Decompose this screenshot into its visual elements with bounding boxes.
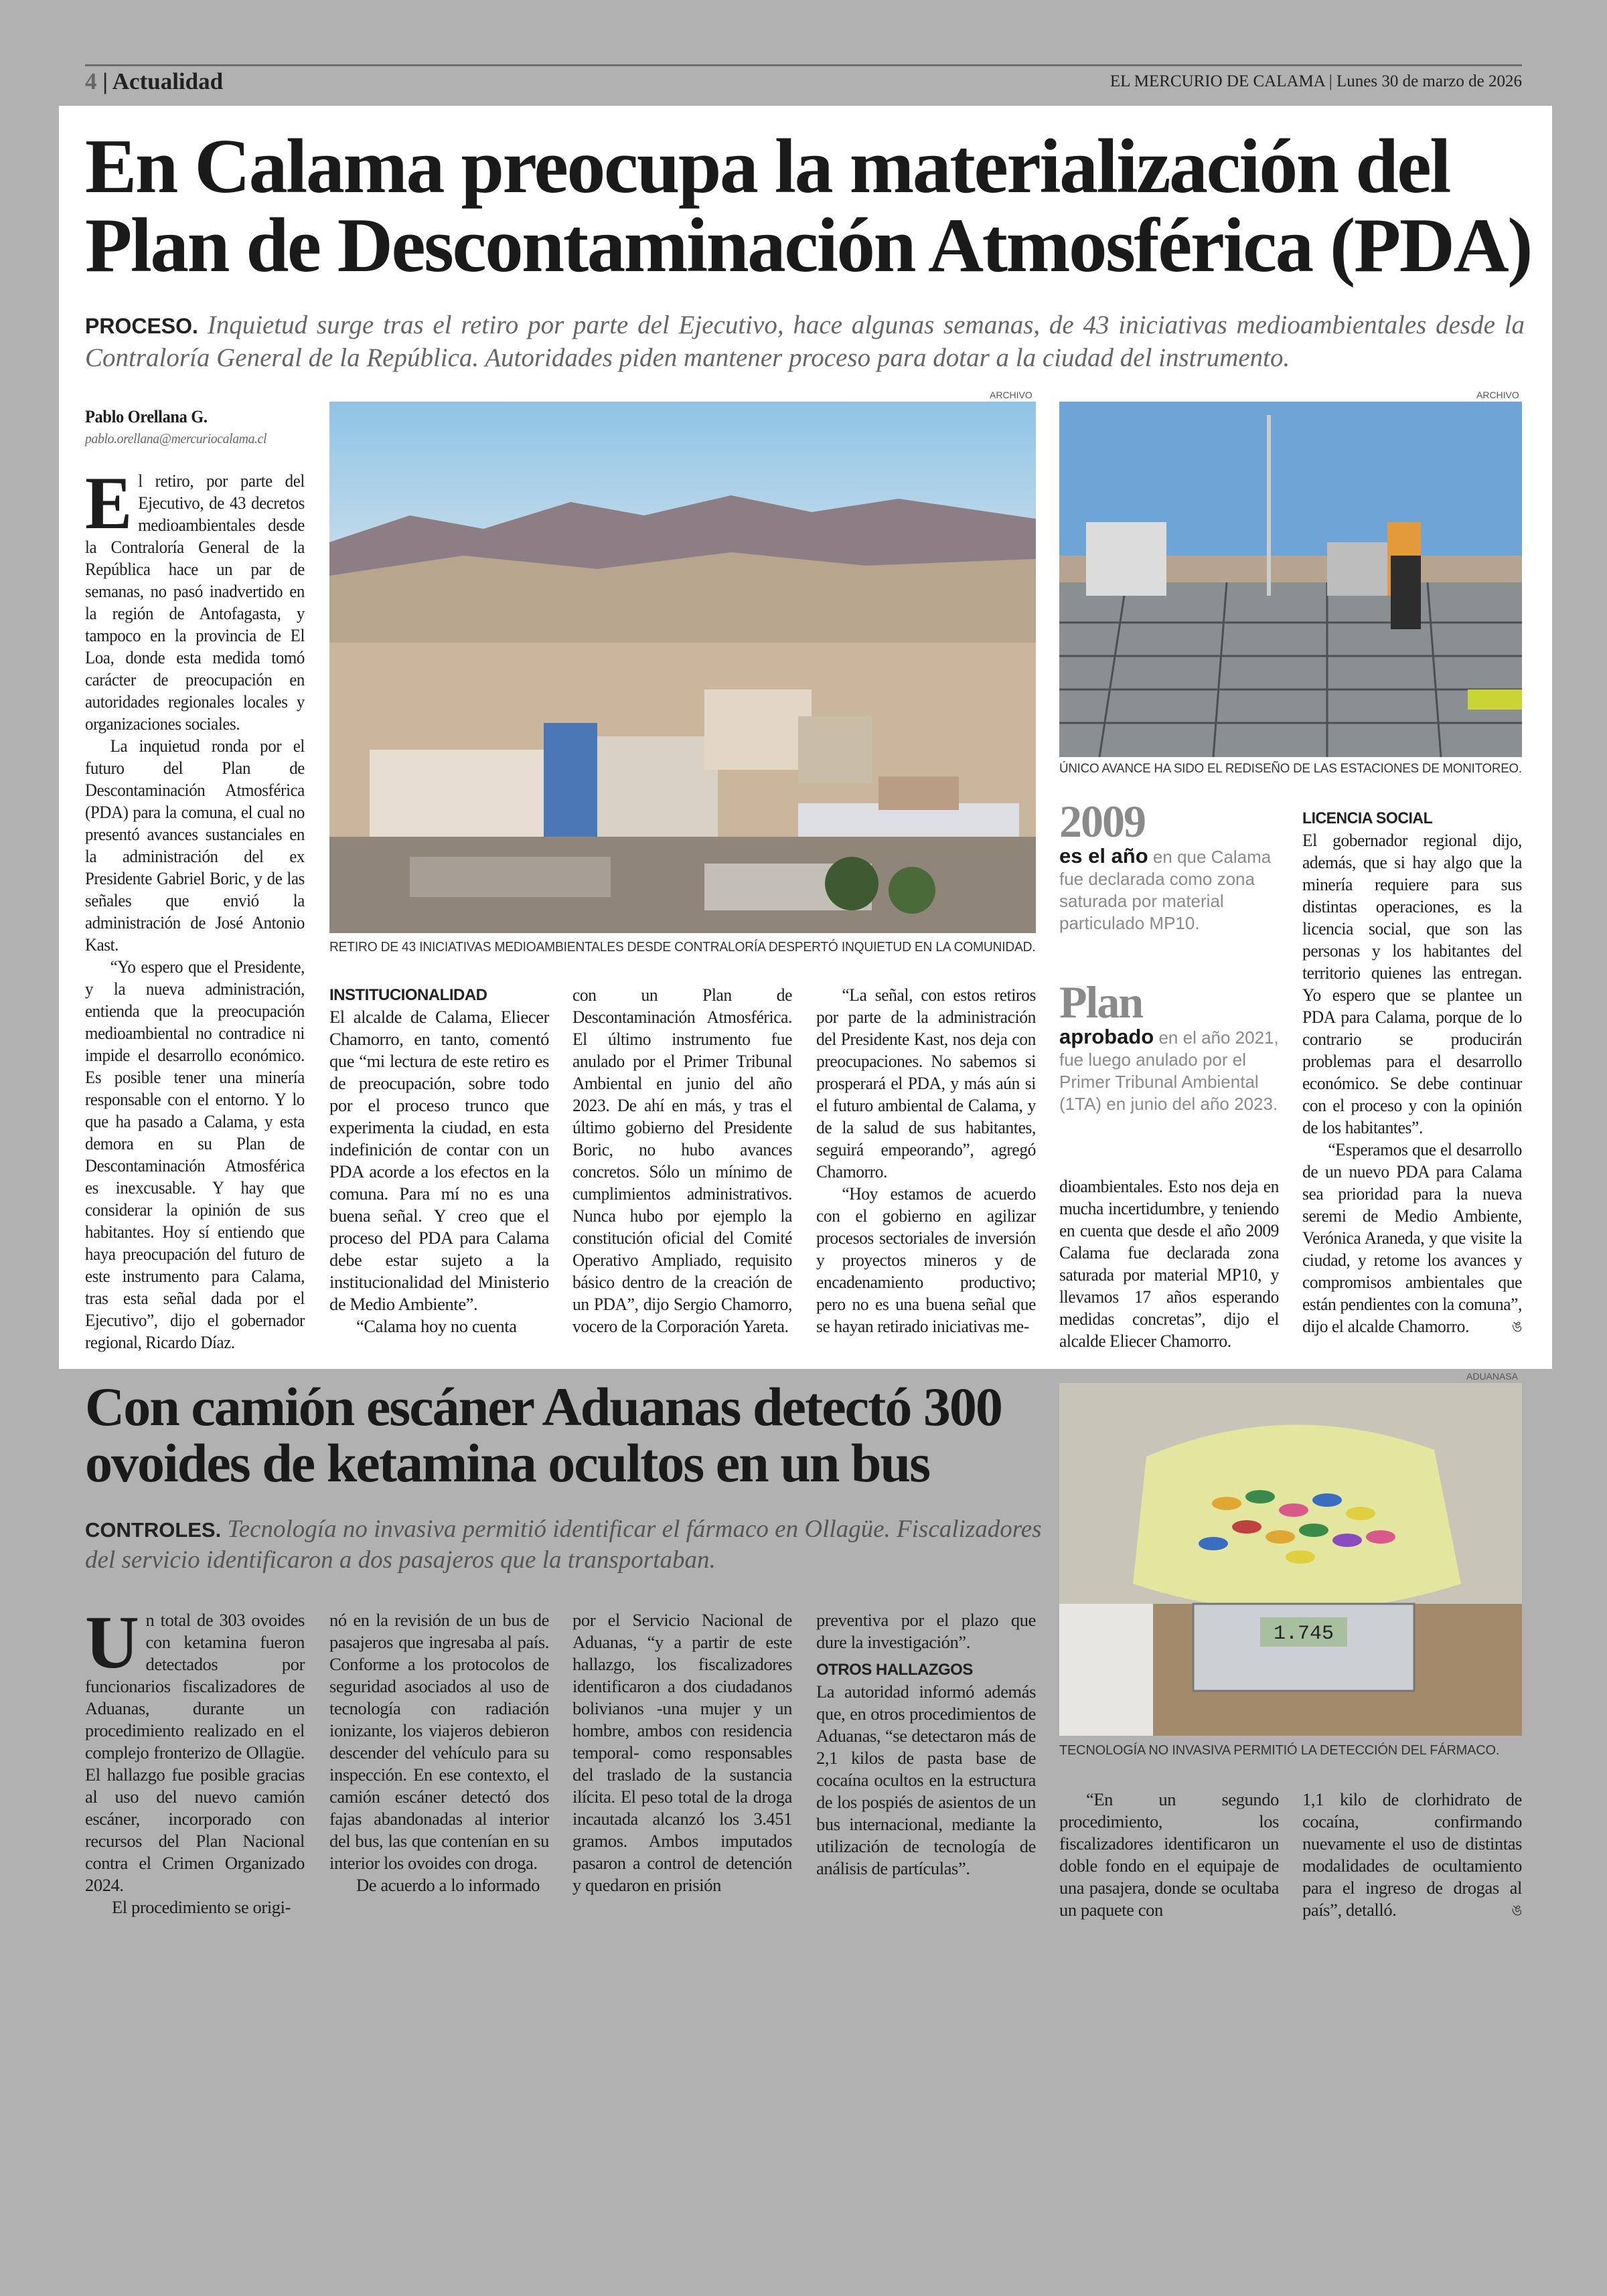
- paragraph: por el Servicio Nacional de Aduanas, “y a partir de este hallazgo, los fiscalizadores identificaron a dos ciudadanos bolivianos -una mujer y un hombre, ambos con residencia temporal- como responsables del traslado de la sustancia ilícita. El peso total de la droga incautada alcanzó los 3.451 gramos. Ambos imputados pasaron a control de detención y quedaron en prisión: [572, 1610, 792, 1895]
- paragraph: “Calama hoy no cuenta: [356, 1316, 517, 1336]
- drop-cap: E: [85, 462, 132, 545]
- paragraph: l retiro, por parte del Ejecutivo, de 43 decretos medioambientales desde la Contraloría General de la República hace un par de semanas, no pasó inadvertido en la región de Antofagasta, y tampoco en la provincia de El Loa, donde esta medida tomó carácter de preocupación en autoridades regionales locales y organizaciones sociales.: [85, 471, 305, 734]
- article-1-headline: [85, 124, 1531, 289]
- article-2-column-5: [1059, 1789, 1279, 1921]
- article-1-column-1: [85, 406, 305, 1354]
- article-2-column-4: [816, 1609, 1036, 1880]
- scale-display: 1.745: [1273, 1623, 1334, 1645]
- deck-text: Inquietud surge tras el retiro por parte del Ejecutivo, hace algunas semanas, de 43 iniciativas medioambientales desde la Contraloría General de la República. Autoridades piden mantener proceso para dotar a la ciudad del instrumento.: [85, 311, 1525, 372]
- headline-line: Con camión escáner Aduanas detectó 300: [85, 1376, 1002, 1437]
- publication-name: EL MERCURIO DE CALAMA: [1109, 72, 1325, 90]
- fact-box-2009: [1059, 798, 1280, 934]
- main-photo-caption: RETIRO DE 43 INICIATIVAS MEDIOAMBIENTALES DESDE CONTRALORÍA DESPERTÓ INQUIETUD EN LA COMUNIDAD.: [329, 940, 1036, 955]
- article-1-column-2: [329, 984, 549, 1337]
- fact-text: en el año 2021, fue luego anulado por el Primer Tribunal Ambiental (1TA) en junio del año 2023.: [1059, 1028, 1279, 1114]
- section-name: Actualidad: [112, 68, 224, 94]
- kicker: CONTROLES.: [85, 1518, 222, 1542]
- photo-credit: ARCHIVO: [1476, 390, 1519, 400]
- paragraph: “En un segundo procedimiento, los fiscalizadores identificaron un doble fondo en el equipaje de una pasajera, donde se ocultaba un paquete con: [1059, 1789, 1279, 1920]
- paragraph: n total de 303 ovoides con ketamina fueron detectados por funcionarios fiscalizadores de Aduanas, durante un procedimiento realizado en el complejo fronterizo de Ollagüe. El hallazgo fue posible gracias al uso del nuevo camión escáner, incorporado con recursos del Plan Nacional contra el Crimen Organizado 2024.: [85, 1610, 305, 1895]
- article-1-column-3: [572, 984, 792, 1337]
- fact-lead: es el año: [1059, 844, 1148, 868]
- drop-cap: U: [85, 1601, 139, 1684]
- headline-line: En Calama preocupa la materialización del: [85, 124, 1450, 210]
- photo-credit: ADUANASA: [1466, 1371, 1519, 1382]
- end-mark-icon: ঙ: [1511, 1318, 1522, 1335]
- article-2-column-3: [572, 1609, 792, 1896]
- masthead: EL MERCURIO DE CALAMA | Lunes 30 de marzo de 2026: [1109, 72, 1522, 90]
- article-2-column-1: [85, 1601, 305, 1918]
- section-label: 4 | Actualidad: [85, 68, 224, 94]
- deck-text: Tecnología no invasiva permitió identificar el fármaco en Ollagüe. Fiscalizadores del servicio identificaron a dos pasajeros que la transportaban.: [85, 1515, 1042, 1574]
- end-mark-icon: ঙ: [1511, 1902, 1522, 1918]
- article-1-column-4: [816, 984, 1036, 1337]
- headline-line: Plan de Descontaminación Atmosférica (PDA): [85, 203, 1531, 289]
- side-photo-caption: ÚNICO AVANCE HA SIDO EL REDISEÑO DE LAS ESTACIONES DE MONITOREO.: [1059, 762, 1522, 776]
- paragraph: El gobernador regional dijo, además, que si hay algo que la minería requiere para sus distintas operaciones, es la licencia social, que son las personas y los habitantes del territorio quienes las entregan. Yo espero que se plantee un PDA para Calama, porque de lo contrario se producirán problemas para el desarrollo económico. Se debe continuar con el proceso y con la opinión de los habitantes”.: [1302, 830, 1522, 1137]
- paragraph: “Yo espero que el Presidente, y la nueva administración, entienda que la preocupación medioambiental no contradice ni impide el desarrollo económico. Es posible tener una minería responsable con el entorno. Y lo que ha pasado a Calama, y esta demora en su Plan de Descontaminación Atmosférica es inexcusable. Y hay que considerar la opinión de sus habitantes. Hoy sí entiendo que haya preocupación del futuro de este instrumento para Calama, tras esta señal dada por el Ejecutivo”, dijo el gobernador regional, Ricardo Díaz.: [85, 957, 305, 1352]
- photo-ketamine-ovoids-on-scale: [1059, 1383, 1522, 1736]
- paragraph: La inquietud ronda por el futuro del Plan de Descontaminación Atmosférica (PDA) para la comuna, el cual no presentó avances sustanciales en la administración del ex Presidente Gabriel Boric, y de las señales que envió la administración de José Antonio Kast.: [85, 736, 305, 955]
- subheading: INSTITUCIONALIDAD: [329, 986, 487, 1004]
- main-photo-calama-city: [329, 402, 1036, 933]
- paragraph: El alcalde de Calama, Eliecer Chamorro, en tanto, comentó que “mi lectura de este retiro es de preocupación, sobre todo por el proceso trunco que experimenta la ciudad, en esta indefinición de contar con un PDA acorde a los efectos en la comuna. Para mí no es una buena señal. Y creo que el proceso del PDA para Calama debe estar sujeto a la institucionalidad del Ministerio de Medio Ambiente”.: [329, 1007, 549, 1314]
- paragraph: La autoridad informó además que, en otros procedimientos de Aduanas, “se detectaron más de 2,1 kilos de pasta base de cocaína ocultos en la estructura de los pospiés de asientos de un bus internacional, mediante la utilización de tecnología de análisis de partículas”.: [816, 1682, 1036, 1878]
- page-number: 4: [85, 68, 97, 94]
- fact-number: 2009: [1059, 796, 1145, 847]
- fact-text: en que Calama fue declarada como zona saturada por material particulado MP10.: [1059, 847, 1272, 933]
- article-2-headline: [85, 1376, 1036, 1493]
- subheading: LICENCIA SOCIAL: [1302, 809, 1433, 827]
- paragraph: dioambientales. Esto nos deja en mucha incertidumbre, y teniendo en cuenta que desde el año 2009 Calama fue declarada zona saturada por material MP10, y llevamos 17 años esperando medidas concretas”, dijo el alcalde Eliecer Chamorro.: [1059, 1176, 1279, 1351]
- paragraph: con un Plan de Descontaminación Atmosférica. El último instrumento fue anulado por el Primer Tribunal Ambiental en junio del año 2023. De ahí en más, y tras el último gobierno del Presidente Boric, no hubo avances concretos. Sólo un mínimo de cumplimientos administrativos. Nunca hubo por ejemplo la constitución oficial del Comité Operativo Ampliado, requisito básico dentro de la creación de un PDA”, dijo Sergio Chamorro, vocero de la Corporación Yareta.: [572, 985, 792, 1336]
- article-1-deck: [85, 309, 1525, 374]
- issue-date: Lunes 30 de marzo de 2026: [1336, 72, 1522, 90]
- paragraph: “Esperamos que el desarrollo de un nuevo PDA para Calama sea prioridad para la nueva seremi de Medio Ambiente, Verónica Araneda, y que visite la ciudad, y retome los avances y compromisos ambientales que están pendientes con la comuna”, dijo el alcalde Chamorro.: [1302, 1139, 1522, 1336]
- paragraph: nó en la revisión de un bus de pasajeros que ingresaba al país. Conforme a los protocolos de seguridad asociados al uso de tecnología con radiación ionizante, los viajeros debieron descender del vehículo para su inspección. En ese contexto, el camión escáner detectó dos fajas abandonadas al interior del bus, las que contenían en su interior los ovoides con droga.: [329, 1610, 549, 1873]
- fact-lead: aprobado: [1059, 1025, 1154, 1048]
- header-rule: [85, 64, 1522, 66]
- fact-box-plan: [1059, 979, 1280, 1115]
- paragraph: “Hoy estamos de acuerdo con el gobierno en agilizar procesos sectoriales de inversión y proyectos mineros y de encadenamiento productivo; pero no es una buena señal que se hayan retirado iniciativas me-: [816, 1183, 1036, 1336]
- photo-caption: TECNOLOGÍA NO INVASIVA PERMITIÓ LA DETECCIÓN DEL FÁRMACO.: [1059, 1743, 1500, 1758]
- paragraph: De acuerdo a lo informado: [356, 1875, 540, 1895]
- author-name: Pablo Orellana G.: [85, 407, 208, 426]
- article-1-column-5: [1059, 1175, 1279, 1352]
- article-1-column-6: [1302, 807, 1522, 1337]
- paragraph: 1,1 kilo de clorhidrato de cocaína, confirmando nuevamente el uso de distintas modalidades de ocultamiento para el ingreso de drogas al país”, detalló.: [1302, 1789, 1522, 1920]
- article-2-deck: [85, 1514, 1043, 1575]
- photo-credit: ARCHIVO: [990, 390, 1032, 400]
- article-2-column-2: [329, 1609, 549, 1896]
- paragraph: “La señal, con estos retiros por parte de la administración del Presidente Kast, nos deja con preocupaciones. No sabemos si prosperará el PDA, y más aún si el futuro ambiental de Calama, y de la salud de sus habitantes, seguirá empeorando”, agregó Chamorro.: [816, 985, 1036, 1181]
- subheading: OTROS HALLAZGOS: [816, 1661, 973, 1679]
- paragraph: El procedimiento se origi-: [112, 1897, 291, 1917]
- fact-number: Plan: [1059, 977, 1143, 1028]
- author-email[interactable]: pablo.orellana@mercuriocalama.cl: [85, 430, 267, 446]
- article-2-column-6: [1302, 1789, 1522, 1921]
- headline-line: ovoides de ketamina ocultos en un bus: [85, 1432, 930, 1493]
- paragraph: preventiva por el plazo que dure la investigación”.: [816, 1610, 1036, 1652]
- kicker: PROCESO.: [85, 314, 198, 338]
- side-photo-monitoring-station: [1059, 402, 1522, 757]
